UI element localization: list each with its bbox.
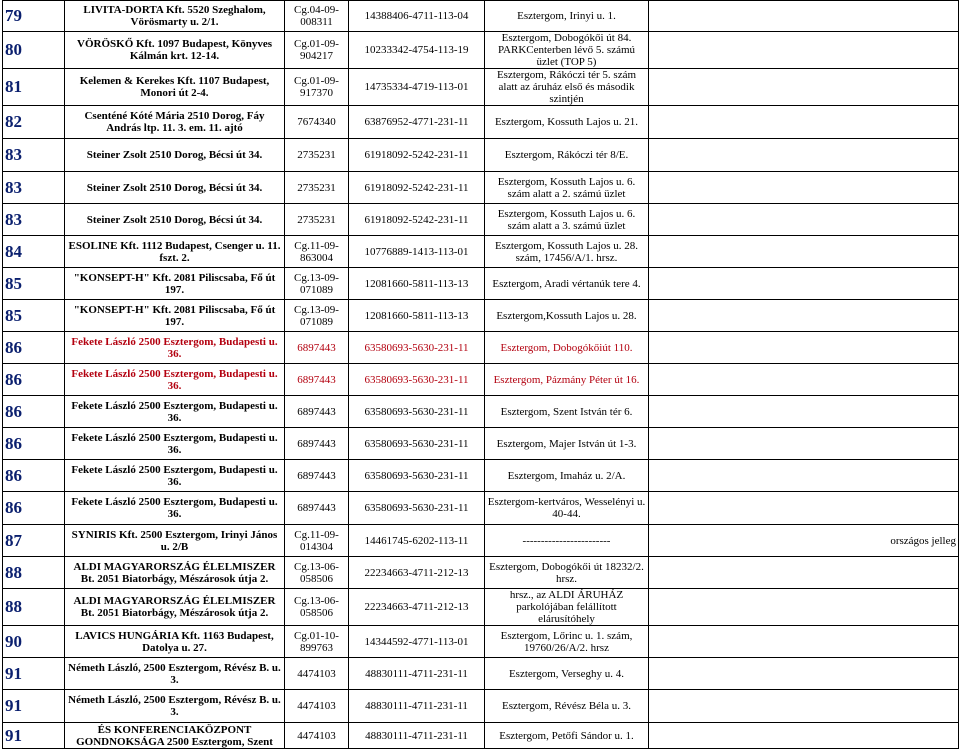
tax-number: 10776889-1413-113-01 — [349, 236, 485, 268]
row-number: 83 — [3, 172, 65, 204]
shop-address: Esztergom, Kossuth Lajos u. 28. szám, 17456/A/1. hrsz. — [485, 236, 649, 268]
company-name-address: ALDI MAGYARORSZÁG ÉLELMISZER Bt. 2051 Biatorbágy, Mészárosok útja 2. — [65, 557, 285, 589]
note — [649, 236, 959, 268]
row-number: 88 — [3, 557, 65, 589]
row-number: 84 — [3, 236, 65, 268]
row-number: 86 — [3, 364, 65, 396]
shop-address: Esztergom, Dobogókői út 84. PARKCenterben lévő 5. számú üzlet (TOP 5) — [485, 32, 649, 69]
table-row — [3, 589, 959, 626]
company-name-address: Steiner Zsolt 2510 Dorog, Bécsi út 34. — [65, 172, 285, 204]
shop-address: Esztergom, Majer István út 1-3. — [485, 428, 649, 460]
company-name-address: SYNIRIS Kft. 2500 Esztergom, Irinyi János u. 2/B — [65, 525, 285, 557]
note — [649, 332, 959, 364]
row-number: 91 — [3, 690, 65, 723]
shop-address: hrsz., az ALDI ÁRUHÁZ parkolójában felállított elárusítóhely — [485, 589, 649, 626]
registration-code: 2735231 — [285, 139, 349, 172]
shop-address: Esztergom, Petőfi Sándor u. 1. — [485, 723, 649, 749]
table-row — [3, 658, 959, 690]
shop-address: Esztergom, Dobogókői út 18232/2. hrsz. — [485, 557, 649, 589]
note — [649, 492, 959, 525]
row-number: 86 — [3, 492, 65, 525]
note — [649, 723, 959, 749]
registration-code: 4474103 — [285, 658, 349, 690]
table-row — [3, 557, 959, 589]
company-name-address: Németh László, 2500 Esztergom, Révész B. u. 3. — [65, 658, 285, 690]
note — [649, 658, 959, 690]
table-row — [3, 106, 959, 139]
shop-address: Esztergom, Imaház u. 2/A. — [485, 460, 649, 492]
shop-address: Esztergom, Kossuth Lajos u. 21. — [485, 106, 649, 139]
registration-code: Cg.13-09-071089 — [285, 268, 349, 300]
tax-number: 63580693-5630-231-11 — [349, 428, 485, 460]
shop-address: Esztergom, Lőrinc u. 1. szám, 19760/26/A/2. hrsz — [485, 626, 649, 658]
tax-number: 61918092-5242-231-11 — [349, 139, 485, 172]
note: országos jelleg — [649, 525, 959, 557]
company-name-address: Németh László, 2500 Esztergom, Révész B. u. 3. — [65, 690, 285, 723]
tax-number: 48830111-4711-231-11 — [349, 690, 485, 723]
company-name-address: Fekete László 2500 Esztergom, Budapesti u. 36. — [65, 332, 285, 364]
note — [649, 268, 959, 300]
company-name-address: ESOLINE Kft. 1112 Budapest, Csenger u. 11. fszt. 2. — [65, 236, 285, 268]
company-name-address: Steiner Zsolt 2510 Dorog, Bécsi út 34. — [65, 139, 285, 172]
tax-number: 63580693-5630-231-11 — [349, 332, 485, 364]
registration-code: Cg.11-09-863004 — [285, 236, 349, 268]
note — [649, 396, 959, 428]
tax-number: 14461745-6202-113-11 — [349, 525, 485, 557]
registration-code: 6897443 — [285, 396, 349, 428]
row-number: 86 — [3, 332, 65, 364]
note — [649, 1, 959, 32]
tax-number: 63580693-5630-231-11 — [349, 396, 485, 428]
tax-number: 10233342-4754-113-19 — [349, 32, 485, 69]
row-number: 83 — [3, 139, 65, 172]
row-number: 88 — [3, 589, 65, 626]
table-row — [3, 460, 959, 492]
company-name-address: VÖRÖSKŐ Kft. 1097 Budapest, Könyves Kálmán krt. 12-14. — [65, 32, 285, 69]
shop-address: Esztergom, Verseghy u. 4. — [485, 658, 649, 690]
registration-code: 6897443 — [285, 332, 349, 364]
shop-address: Esztergom, Pázmány Péter út 16. — [485, 364, 649, 396]
company-name-address: LIVITA-DORTA Kft. 5520 Szeghalom, Vörösmarty u. 2/1. — [65, 1, 285, 32]
company-name-address: LAVICS HUNGÁRIA Kft. 1163 Budapest, Datolya u. 27. — [65, 626, 285, 658]
company-name-address: Fekete László 2500 Esztergom, Budapesti u. 36. — [65, 428, 285, 460]
table-row — [3, 690, 959, 723]
table-row — [3, 32, 959, 69]
note — [649, 364, 959, 396]
tax-number: 63876952-4771-231-11 — [349, 106, 485, 139]
note — [649, 204, 959, 236]
tax-number: 63580693-5630-231-11 — [349, 492, 485, 525]
shop-address: Esztergom, Rákóczi tér 5. szám alatt az áruház első és második szintjén — [485, 69, 649, 106]
company-name-address: Steiner Zsolt 2510 Dorog, Bécsi út 34. — [65, 204, 285, 236]
shop-address: Esztergom, Aradi vértanúk tere 4. — [485, 268, 649, 300]
company-name-address: Fekete László 2500 Esztergom, Budapesti u. 36. — [65, 460, 285, 492]
table-row — [3, 236, 959, 268]
row-number: 82 — [3, 106, 65, 139]
company-name-address: Kelemen & Kerekes Kft. 1107 Budapest, Monori út 2-4. — [65, 69, 285, 106]
row-number: 80 — [3, 32, 65, 69]
tax-number: 48830111-4711-231-11 — [349, 723, 485, 749]
registration-code: 7674340 — [285, 106, 349, 139]
company-name-address: Fekete László 2500 Esztergom, Budapesti u. 36. — [65, 364, 285, 396]
note — [649, 69, 959, 106]
table-row — [3, 172, 959, 204]
row-number: 91 — [3, 723, 65, 749]
shop-address: Esztergom, Dobogókőiút 110. — [485, 332, 649, 364]
registration-code: Cg.01-09-904217 — [285, 32, 349, 69]
note — [649, 626, 959, 658]
tax-number: 12081660-5811-113-13 — [349, 268, 485, 300]
table-row — [3, 204, 959, 236]
table-row — [3, 268, 959, 300]
registration-code: Cg.11-09-014304 — [285, 525, 349, 557]
company-name-address: Csenténé Kóté Mária 2510 Dorog, Fáy András ltp. 11. 3. em. 11. ajtó — [65, 106, 285, 139]
registration-code: Cg.13-06-058506 — [285, 589, 349, 626]
tax-number: 63580693-5630-231-11 — [349, 460, 485, 492]
row-number: 91 — [3, 658, 65, 690]
company-name-address: "KONSEPT-H" Kft. 2081 Piliscsaba, Fő út 197. — [65, 268, 285, 300]
shop-address: Esztergom, Irinyi u. 1. — [485, 1, 649, 32]
registration-code: Cg.01-09-917370 — [285, 69, 349, 106]
tax-number: 61918092-5242-231-11 — [349, 172, 485, 204]
company-name-address: ÉS KONFERENCIAKÖZPONT GONDNOKSÁGA 2500 Esztergom, Szent — [65, 723, 285, 749]
registration-code: 4474103 — [285, 690, 349, 723]
registration-code: 6897443 — [285, 364, 349, 396]
shop-address: Esztergom,Kossuth Lajos u. 28. — [485, 300, 649, 332]
note — [649, 300, 959, 332]
row-number: 86 — [3, 396, 65, 428]
tax-number: 14344592-4771-113-01 — [349, 626, 485, 658]
shop-address: Esztergom, Révész Béla u. 3. — [485, 690, 649, 723]
table-row — [3, 525, 959, 557]
table-row — [3, 723, 959, 749]
registration-code: Cg.13-06-058506 — [285, 557, 349, 589]
tax-number: 22234663-4711-212-13 — [349, 557, 485, 589]
table-row — [3, 428, 959, 460]
note — [649, 557, 959, 589]
company-name-address: "KONSEPT-H" Kft. 2081 Piliscsaba, Fő út 197. — [65, 300, 285, 332]
table-row — [3, 300, 959, 332]
table-row — [3, 139, 959, 172]
row-number: 83 — [3, 204, 65, 236]
shop-address: Esztergom-kertváros, Wesselényi u. 40-44. — [485, 492, 649, 525]
shop-address: Esztergom, Kossuth Lajos u. 6. szám alatt a 3. számú üzlet — [485, 204, 649, 236]
table-row — [3, 364, 959, 396]
registration-code: 2735231 — [285, 204, 349, 236]
company-name-address: Fekete László 2500 Esztergom, Budapesti u. 36. — [65, 396, 285, 428]
row-number: 81 — [3, 69, 65, 106]
registration-code: 2735231 — [285, 172, 349, 204]
registration-code: 6897443 — [285, 492, 349, 525]
table-row — [3, 626, 959, 658]
registration-code: Cg.04-09-008311 — [285, 1, 349, 32]
note — [649, 589, 959, 626]
tax-number: 61918092-5242-231-11 — [349, 204, 485, 236]
row-number: 79 — [3, 1, 65, 32]
row-number: 86 — [3, 428, 65, 460]
row-number: 85 — [3, 300, 65, 332]
tax-number: 48830111-4711-231-11 — [349, 658, 485, 690]
shop-address: Esztergom, Kossuth Lajos u. 6. szám alatt a 2. számú üzlet — [485, 172, 649, 204]
shop-address: ------------------------ — [485, 525, 649, 557]
tax-number: 14735334-4719-113-01 — [349, 69, 485, 106]
register-table — [2, 0, 959, 749]
note — [649, 460, 959, 492]
registration-code: 6897443 — [285, 428, 349, 460]
registration-code: 6897443 — [285, 460, 349, 492]
registration-code: 4474103 — [285, 723, 349, 749]
row-number: 86 — [3, 460, 65, 492]
table-row — [3, 69, 959, 106]
note — [649, 32, 959, 69]
table-row — [3, 396, 959, 428]
note — [649, 139, 959, 172]
row-number: 87 — [3, 525, 65, 557]
tax-number: 22234663-4711-212-13 — [349, 589, 485, 626]
table-row — [3, 332, 959, 364]
row-number: 85 — [3, 268, 65, 300]
row-number: 90 — [3, 626, 65, 658]
note — [649, 428, 959, 460]
registration-code: Cg.13-09-071089 — [285, 300, 349, 332]
note — [649, 106, 959, 139]
shop-address: Esztergom, Szent István tér 6. — [485, 396, 649, 428]
company-name-address: ALDI MAGYARORSZÁG ÉLELMISZER Bt. 2051 Biatorbágy, Mészárosok útja 2. — [65, 589, 285, 626]
note — [649, 690, 959, 723]
note — [649, 172, 959, 204]
tax-number: 12081660-5811-113-13 — [349, 300, 485, 332]
tax-number: 14388406-4711-113-04 — [349, 1, 485, 32]
register-rows — [3, 1, 959, 749]
company-name-address: Fekete László 2500 Esztergom, Budapesti u. 36. — [65, 492, 285, 525]
shop-address: Esztergom, Rákóczi tér 8/E. — [485, 139, 649, 172]
tax-number: 63580693-5630-231-11 — [349, 364, 485, 396]
table-row — [3, 492, 959, 525]
registration-code: Cg.01-10-899763 — [285, 626, 349, 658]
table-row — [3, 1, 959, 32]
